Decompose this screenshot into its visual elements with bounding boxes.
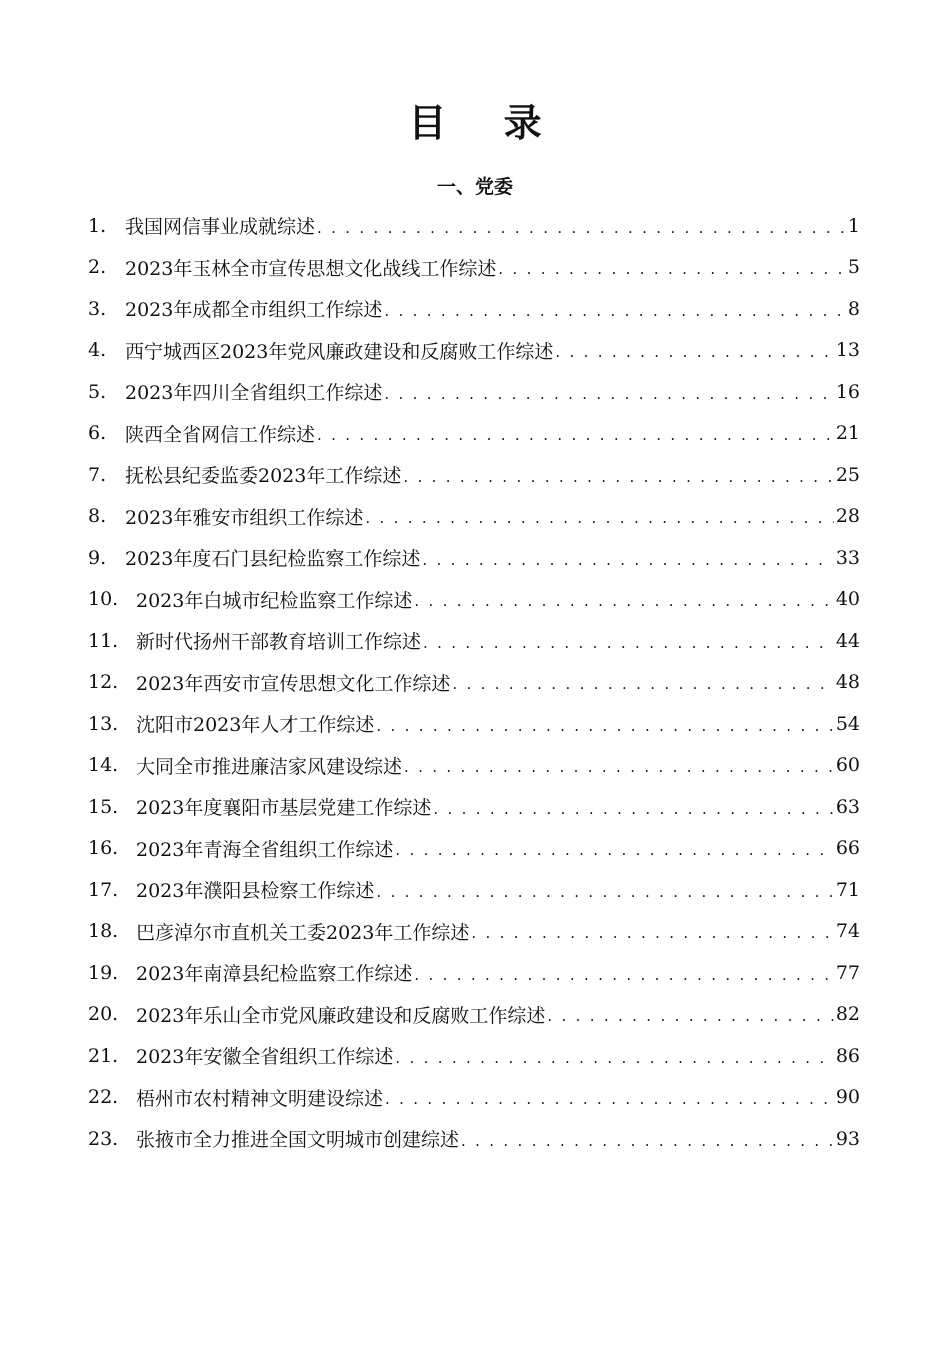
toc-entry-page: 54: [835, 712, 860, 735]
toc-leader-dots: [555, 343, 833, 371]
toc-entry-title: 2023年西安市宣传思想文化工作综述: [136, 672, 451, 695]
toc-entry-page: 74: [835, 920, 860, 943]
toc-entry-number: 9.: [88, 546, 107, 569]
toc-entry-page: 48: [835, 671, 860, 694]
toc-leader-dots: [384, 302, 846, 330]
toc-entry-page: 77: [835, 961, 860, 984]
document-title: 目 录: [408, 101, 564, 145]
toc-leader-dots: [547, 1007, 833, 1035]
toc-entry-number: 4.: [88, 339, 107, 362]
toc-entry-title: 2023年玉林全市宣传思想文化战线工作综述: [125, 257, 497, 280]
toc-entry-title: 西宁城西区2023年党风廉政建设和反腐败工作综述: [125, 340, 554, 363]
toc-entry-title: 2023年度襄阳市基层党建工作综述: [136, 797, 432, 820]
toc-entry-number: 12.: [88, 671, 119, 694]
toc-entry-number: 5.: [88, 380, 107, 403]
toc-entry[interactable]: [88, 1035, 860, 1077]
toc-entry-page: 82: [835, 1003, 860, 1026]
toc-entry-title: 2023年白城市纪检监察工作综述: [136, 589, 413, 612]
toc-entry-title: 我国网信事业成就综述: [125, 216, 316, 239]
toc-entry-number: 14.: [88, 754, 119, 777]
toc-leader-dots: [403, 468, 833, 496]
toc-entry[interactable]: [88, 869, 860, 911]
toc-entry-page: 5: [847, 256, 860, 279]
toc-leader-dots: [317, 219, 846, 247]
toc-entry-page: 93: [835, 1127, 860, 1150]
toc-entry[interactable]: [88, 662, 860, 704]
toc-entry[interactable]: [88, 911, 860, 953]
toc-entry-number: 19.: [88, 961, 119, 984]
toc-entry[interactable]: [88, 1118, 860, 1160]
toc-leader-dots: [471, 924, 833, 952]
toc-entry-title: 大同全市推进廉洁家风建设综述: [136, 755, 403, 778]
toc-entry-page: 28: [835, 505, 860, 528]
toc-entry-page: 25: [835, 463, 860, 486]
toc-entry-title: 2023年青海全省组织工作综述: [136, 838, 394, 861]
toc-entry-number: 8.: [88, 505, 107, 528]
toc-entry[interactable]: [88, 371, 860, 413]
toc-entry-title: 2023年雅安市组织工作综述: [125, 506, 364, 529]
toc-leader-dots: [452, 675, 833, 703]
toc-entry[interactable]: [88, 537, 860, 579]
toc-leader-dots: [376, 717, 833, 745]
toc-entry-title: 2023年度石门县纪检监察工作综述: [125, 548, 421, 571]
toc-entry-title: 2023年南漳县纪检监察工作综述: [136, 963, 413, 986]
toc-entry-number: 18.: [88, 920, 119, 943]
toc-leader-dots: [461, 1132, 834, 1160]
toc-entry-title: 梧州市农村精神文明建设综述: [136, 1087, 384, 1110]
toc-entry-title: 张掖市全力推进全国文明城市创建综述: [136, 1129, 460, 1152]
toc-entry-page: 8: [847, 297, 860, 320]
toc-entry-number: 23.: [88, 1127, 119, 1150]
toc-entry-page: 21: [835, 422, 860, 445]
toc-entry-title: 2023年四川全省组织工作综述: [125, 382, 383, 405]
toc-leader-dots: [433, 800, 833, 828]
toc-leader-dots: [414, 592, 833, 620]
toc-entry-page: 86: [835, 1044, 860, 1067]
section-heading: 一、党委: [436, 176, 513, 198]
toc-entry-number: 16.: [88, 837, 119, 860]
toc-entry-page: 71: [835, 878, 860, 901]
toc-entry[interactable]: [88, 454, 860, 496]
toc-leader-dots: [385, 1090, 834, 1118]
toc-entry-number: 6.: [88, 422, 107, 445]
toc-leader-dots: [395, 841, 833, 869]
toc-entry-number: 20.: [88, 1003, 119, 1026]
toc-entry-page: 40: [835, 588, 860, 611]
toc-entry-title: 新时代扬州干部教育培训工作综述: [136, 631, 422, 654]
toc-entry-page: 44: [835, 629, 860, 652]
toc-entry[interactable]: [88, 786, 860, 828]
toc-entry-page: 33: [835, 546, 860, 569]
toc-entry[interactable]: [88, 703, 860, 745]
toc-entry-title: 2023年成都全市组织工作综述: [125, 299, 383, 322]
toc-leader-dots: [395, 1049, 833, 1077]
toc-entry-number: 11.: [88, 629, 119, 652]
toc-entry[interactable]: [88, 413, 860, 455]
toc-leader-dots: [365, 509, 833, 537]
toc-entry[interactable]: [88, 288, 860, 330]
toc-entry-page: 13: [835, 339, 860, 362]
toc-entry[interactable]: [88, 496, 860, 538]
toc-leader-dots: [498, 260, 846, 288]
toc-leader-dots: [423, 634, 834, 662]
toc-leader-dots: [376, 883, 833, 911]
toc-entry-number: 17.: [88, 878, 119, 901]
toc-entry-title: 2023年安徽全省组织工作综述: [136, 1046, 394, 1069]
toc-leader-dots: [414, 966, 833, 994]
toc-entry[interactable]: [88, 330, 860, 372]
toc-entry[interactable]: [88, 745, 860, 787]
toc-entry-title: 2023年乐山全市党风廉政建设和反腐败工作综述: [136, 1004, 546, 1027]
toc-leader-dots: [317, 426, 834, 454]
toc-entry-page: 16: [835, 380, 860, 403]
toc-leader-dots: [422, 551, 833, 579]
toc-entry-number: 7.: [88, 463, 107, 486]
toc-entry-title: 抚松县纪委监委2023年工作综述: [125, 465, 402, 488]
toc-entry-number: 22.: [88, 1086, 119, 1109]
toc-entry-number: 13.: [88, 712, 119, 735]
toc-entry[interactable]: [88, 952, 860, 994]
toc-entry-number: 1.: [88, 214, 107, 237]
toc-entry-page: 1: [847, 214, 860, 237]
toc-entry-page: 63: [835, 795, 860, 818]
toc-entry[interactable]: [88, 205, 860, 247]
toc-entry-title: 2023年濮阳县检察工作综述: [136, 880, 375, 903]
toc-entry-title: 巴彦淖尔市直机关工委2023年工作综述: [136, 921, 470, 944]
toc-entry-number: 10.: [88, 588, 119, 611]
toc-entry-number: 2.: [88, 256, 107, 279]
toc-entry[interactable]: [88, 828, 860, 870]
table-of-contents: [88, 205, 860, 1160]
toc-entry-page: 90: [835, 1086, 860, 1109]
toc-entry-title: 陕西全省网信工作综述: [125, 423, 316, 446]
toc-entry[interactable]: [88, 620, 860, 662]
toc-entry[interactable]: [88, 579, 860, 621]
toc-entry-page: 66: [835, 837, 860, 860]
toc-entry-number: 15.: [88, 795, 119, 818]
toc-leader-dots: [384, 385, 833, 413]
toc-entry[interactable]: [88, 247, 860, 289]
toc-leader-dots: [404, 758, 834, 786]
toc-entry[interactable]: [88, 1077, 860, 1119]
toc-entry[interactable]: [88, 994, 860, 1036]
toc-entry-number: 21.: [88, 1044, 119, 1067]
toc-entry-page: 60: [835, 754, 860, 777]
toc-entry-title: 沈阳市2023年人才工作综述: [136, 714, 375, 737]
toc-entry-number: 3.: [88, 297, 107, 320]
